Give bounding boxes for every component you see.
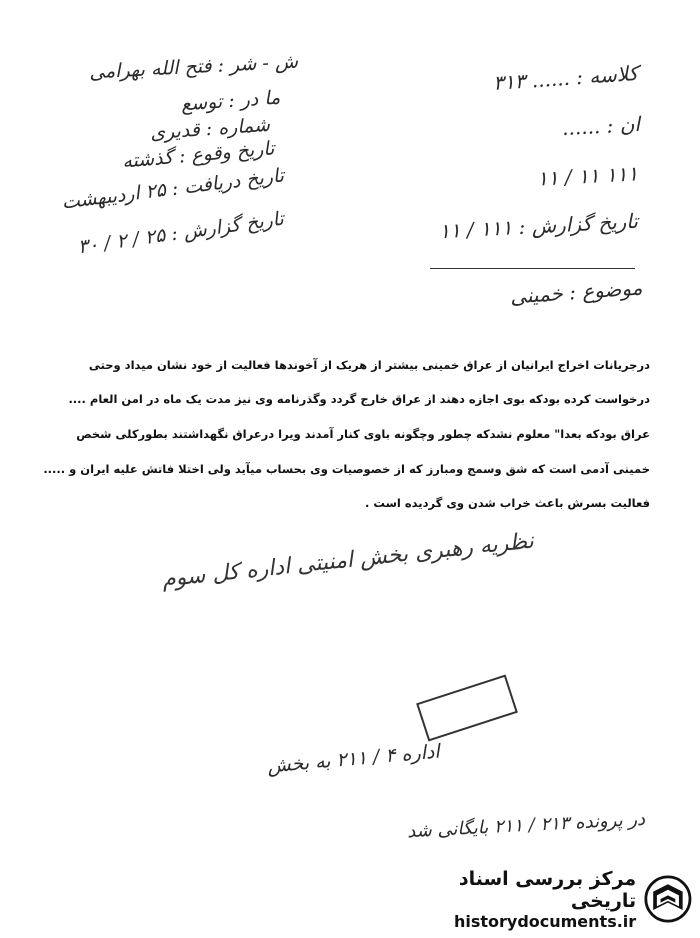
bottom-note: در پرونده ۲۱۳ / ۲۱۱ بایگانی شد	[406, 808, 646, 843]
report-body-line: فعالیت بسرش باعث خراب شدن وی گردیده است .	[365, 496, 650, 510]
report-body-line: درجریانات اخراج ایرانیان از عراق خمینی بیشتر از هریک از آخوندها فعالیت از خود نشان میداد وحتی	[88, 358, 650, 372]
header-left-line: تاریخ دریافت : ۲۵ اردیبهشت	[60, 164, 286, 214]
header-right-line: ۱۱۱ ۱۱ / ۱۱	[536, 161, 639, 191]
header-left-line: ش - شر : فتح الله بهرامی	[88, 50, 299, 84]
archive-logo-icon	[644, 873, 692, 925]
header-right-line: کلاسه : ...... ۳۱۳	[492, 60, 639, 96]
stamp-box	[416, 674, 518, 741]
handwritten-note: نظریه رهبری بخش امنیتی اداره کل سوم	[161, 528, 536, 593]
header-left-line: شماره : قدیری	[149, 113, 271, 145]
header-right-line: تاریخ گزارش : ۱۱۱ / ۱۱	[438, 208, 639, 244]
header-divider	[430, 268, 635, 269]
report-body-line: خمینی آدمی است که شق وسمج ومبارز که از خصوصیات وی بحساب میآید ولی اختلا فاتش علیه ایران و .....	[43, 462, 650, 476]
header-left-line: ما در : توسع	[180, 86, 281, 116]
bottom-note: اداره ۴ / ۲۱۱ به بخش	[266, 740, 441, 778]
watermark-logo	[407, 868, 692, 930]
watermark-url: historydocuments.ir	[453, 911, 637, 931]
header-right-line: ان : ......	[561, 111, 641, 141]
report-body-line: عراق بودکه بعدا" معلوم نشدکه چطور وچگونه باوی کنار آمدند ویرا درعراق نگهداشتند بطورکلی شخص	[76, 427, 650, 441]
report-body-line: درخواست کرده بودکه بوی اجازه دهند از عراق خارج گردد وگذرنامه وی نیز مدت یک ماه در امن العام ....	[68, 392, 650, 406]
watermark-title: مرکز بررسی اسناد تاریخی	[458, 867, 637, 912]
header-left-line: تاریخ وقوع : گذشته	[121, 137, 276, 173]
subject-line: موضوع : خمینی	[508, 275, 643, 309]
watermark-text	[407, 868, 636, 931]
header-left-line: تاریخ گزارش : ۲۵ / ۲ / ۳۰	[76, 207, 286, 259]
